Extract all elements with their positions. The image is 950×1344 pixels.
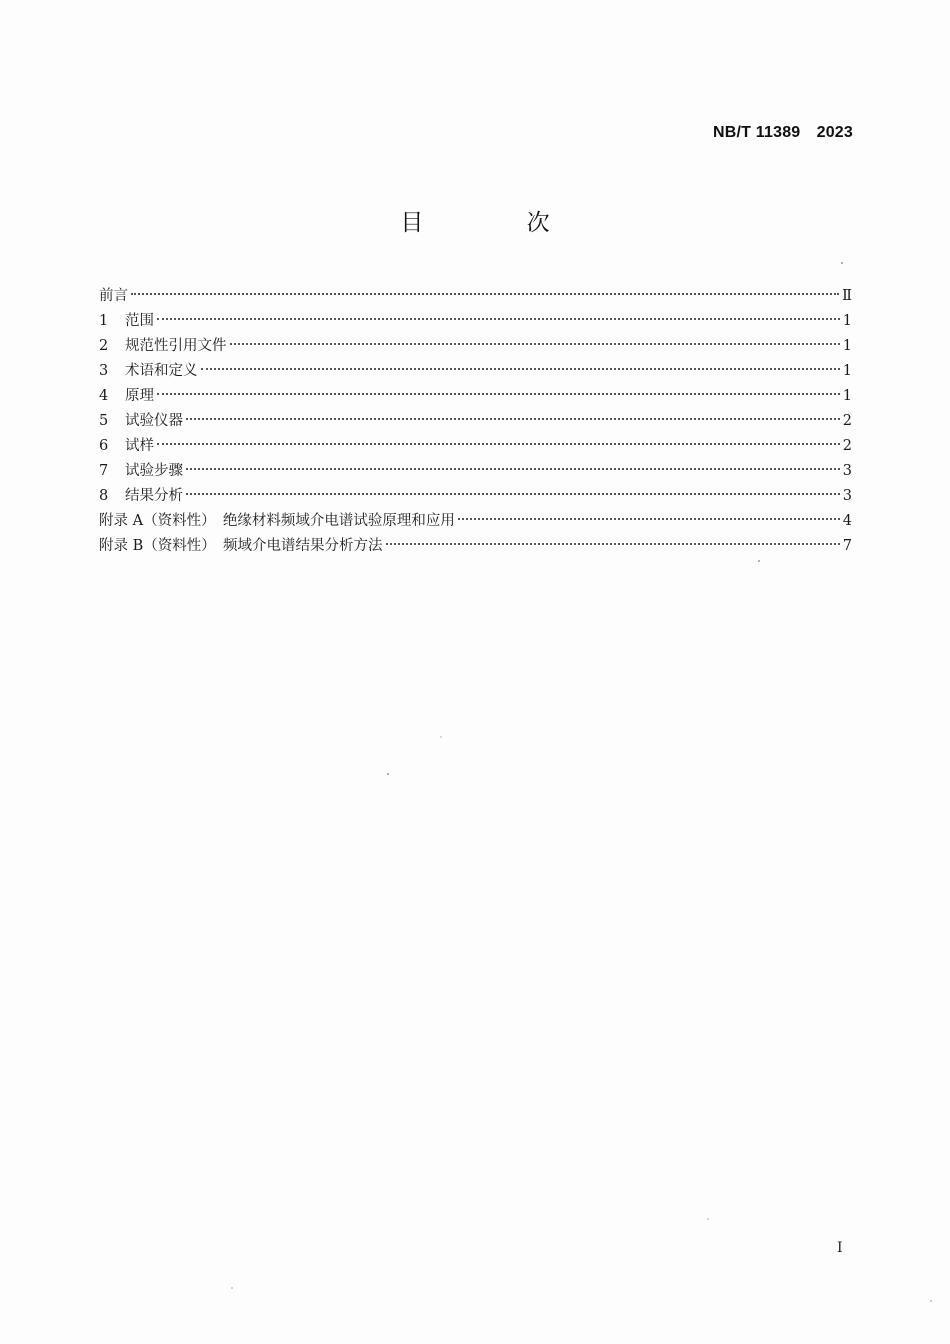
toc-entry-scope[interactable] <box>99 309 852 334</box>
toc-entry-annex-a[interactable] <box>99 509 852 534</box>
toc-entry-page: 1 <box>842 388 852 404</box>
toc-entry-page: 4 <box>842 513 852 529</box>
table-of-contents <box>99 284 852 559</box>
scan-speck <box>231 1287 233 1289</box>
scan-speck <box>440 736 442 738</box>
toc-entry-number: 2 <box>99 338 109 354</box>
toc-entry-page: Ⅱ <box>842 288 852 304</box>
page-number: I <box>837 1240 843 1256</box>
toc-entry-label: 附录 B（资料性） 频域介电谱结果分析方法 <box>99 538 383 554</box>
scan-speck <box>841 262 843 264</box>
toc-leader-dots <box>230 343 840 345</box>
toc-entry-result-analysis[interactable] <box>99 484 852 509</box>
toc-entry-label: 规范性引用文件 <box>125 338 227 354</box>
toc-entry-normative-references[interactable] <box>99 334 852 359</box>
toc-entry-page: 1 <box>842 313 852 329</box>
toc-entry-page: 3 <box>842 488 852 504</box>
toc-leader-dots <box>157 318 840 320</box>
toc-entry-label: 原理 <box>125 388 154 404</box>
toc-entry-number: 7 <box>99 463 109 479</box>
toc-leader-dots <box>186 468 840 470</box>
toc-entry-terms-definitions[interactable] <box>99 359 852 384</box>
toc-leader-dots <box>458 518 840 520</box>
toc-leader-dots <box>186 418 840 420</box>
toc-leader-dots <box>157 443 840 445</box>
toc-entry-page: 3 <box>842 463 852 479</box>
scan-speck <box>930 1300 932 1302</box>
toc-entry-test-procedure[interactable] <box>99 459 852 484</box>
toc-leader-dots <box>157 393 840 395</box>
toc-entry-label: 试样 <box>125 438 154 454</box>
toc-entry-foreword[interactable] <box>99 284 852 309</box>
toc-entry-apparatus[interactable] <box>99 409 852 434</box>
standard-code: NB/T 11389 2023 <box>713 124 853 141</box>
toc-entry-page: 7 <box>842 538 852 554</box>
toc-entry-label: 范围 <box>125 313 154 329</box>
toc-entry-label: 试验仪器 <box>125 413 183 429</box>
toc-entry-principle[interactable] <box>99 384 852 409</box>
toc-leader-dots <box>131 293 839 295</box>
toc-entry-number: 6 <box>99 438 109 454</box>
toc-entry-page: 1 <box>842 363 852 379</box>
toc-entry-number: 3 <box>99 363 109 379</box>
toc-leader-dots <box>201 368 840 370</box>
toc-entry-label: 术语和定义 <box>125 363 198 379</box>
toc-entry-number: 1 <box>99 313 109 329</box>
scan-speck <box>707 1218 709 1220</box>
toc-entry-page: 2 <box>842 438 852 454</box>
page-title: 目 次 <box>400 210 598 236</box>
toc-entry-label: 前言 <box>99 288 128 304</box>
toc-entry-number: 4 <box>99 388 109 404</box>
toc-entry-page: 2 <box>842 413 852 429</box>
scan-speck <box>387 773 389 775</box>
toc-entry-label: 试验步骤 <box>125 463 183 479</box>
toc-entry-label: 附录 A（资料性） 绝缘材料频域介电谱试验原理和应用 <box>99 513 455 529</box>
toc-entry-annex-b[interactable] <box>99 534 852 559</box>
toc-entry-page: 1 <box>842 338 852 354</box>
toc-leader-dots <box>386 543 840 545</box>
toc-entry-number: 8 <box>99 488 109 504</box>
toc-entry-number: 5 <box>99 413 109 429</box>
toc-leader-dots <box>186 493 840 495</box>
toc-entry-specimen[interactable] <box>99 434 852 459</box>
toc-entry-label: 结果分析 <box>125 488 183 504</box>
scan-speck <box>758 560 760 562</box>
